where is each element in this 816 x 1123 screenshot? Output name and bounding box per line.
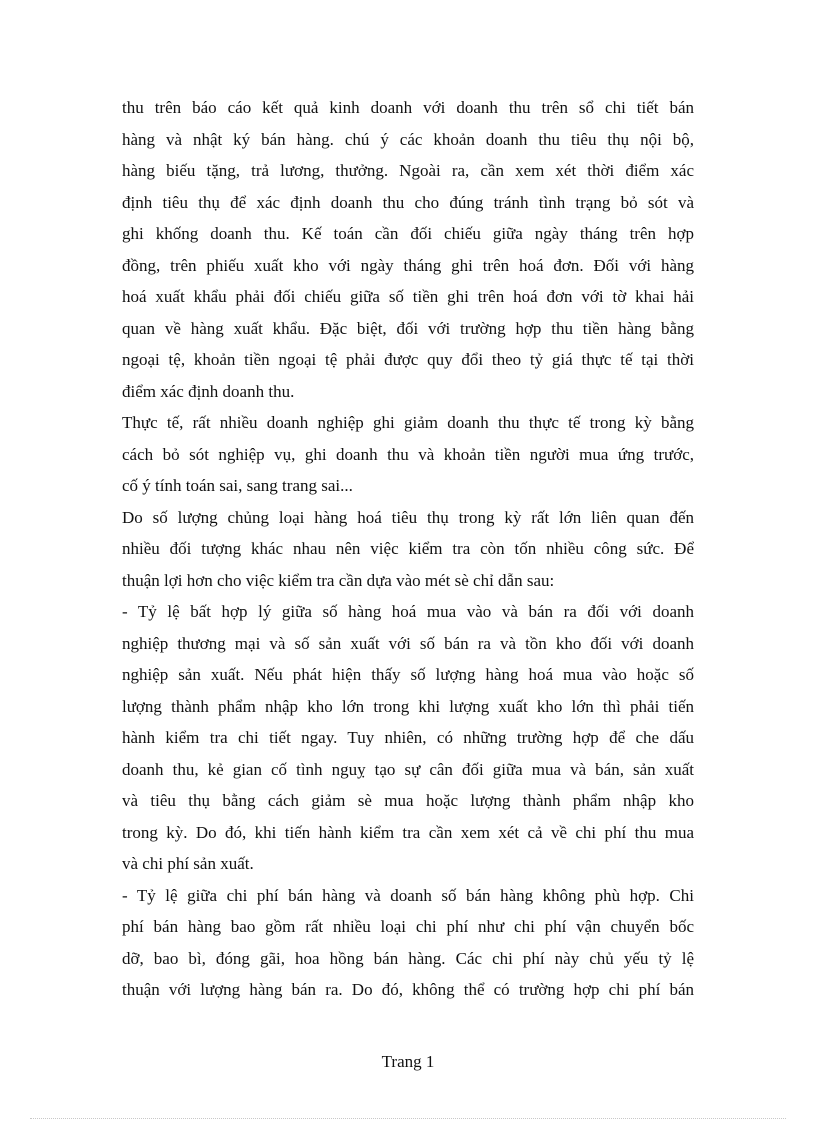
paragraph	[122, 880, 694, 1006]
document-body	[122, 92, 694, 1006]
text-line: quan về hàng xuất khẩu. Đặc biệt, đối với trường hợp thu tiền hàng bằng	[122, 318, 694, 338]
text-line: phí bán hàng bao gồm rất nhiều loại chi phí như chi phí vận chuyển bốc	[122, 917, 694, 936]
text-line: thuận với lượng hàng bán ra. Do đó, không thể có trường hợp chi phí bán	[122, 980, 694, 999]
text-line: dỡ, bao bì, đóng gãi, hoa hồng bán hàng. Các chi phí này chủ yếu tỷ lệ	[122, 948, 694, 968]
text-line: điểm xác định doanh thu.	[122, 381, 295, 401]
text-line: hàng biếu tặng, trả lương, thưởng. Ngoài ra, cần xem xét thời điểm xác	[122, 161, 694, 180]
text-line: ngoại tệ, khoản tiền ngoại tệ phải được quy đổi theo tỷ giá thực tế tại thời	[122, 350, 694, 369]
paragraph	[122, 596, 694, 880]
text-line: - Tỷ lệ bất hợp lý giữa số hàng hoá mua vào và bán ra đối với doanh	[122, 602, 694, 621]
paragraph	[122, 502, 694, 597]
text-line: - Tỷ lệ giữa chi phí bán hàng và doanh số bán hàng không phù hợp. Chi	[122, 885, 694, 905]
text-line: hàng và nhật ký bán hàng. chú ý các khoản doanh thu tiêu thụ nội bộ,	[122, 129, 694, 149]
text-line: hành kiểm tra chi tiết ngay. Tuy nhiên, có những trường hợp để che dấu	[122, 728, 694, 747]
page-footer	[0, 1052, 816, 1072]
text-line: trong kỳ. Do đó, khi tiến hành kiểm tra cần xem xét cả về chi phí thu mua	[122, 822, 694, 842]
text-line: thuận lợi hơn cho việc kiểm tra cần dựa vào mét sè chỉ dẫn sau:	[122, 570, 555, 590]
text-line: lượng thành phẩm nhập kho lớn trong khi lượng xuất kho lớn thì phải tiến	[122, 696, 694, 716]
text-line: Thực tế, rất nhiều doanh nghiệp ghi giảm doanh thu thực tế trong kỳ bằng	[122, 413, 694, 432]
text-line: doanh thu, kẻ gian cố tình nguỵ tạo sự cân đối giữa mua và bán, sản xuất	[122, 759, 694, 779]
text-line: cố ý tính toán sai, sang trang sai...	[122, 476, 353, 495]
text-line: đồng, trên phiếu xuất kho với ngày tháng ghi trên hoá đơn. Đối với hàng	[122, 255, 694, 275]
text-line: cách bỏ sót nghiệp vụ, ghi doanh thu và khoản tiền người mua ứng trước,	[122, 444, 694, 464]
text-line: ghi khống doanh thu. Kế toán cần đối chiếu giữa ngày tháng trên hợp	[122, 224, 694, 243]
text-line: thu trên báo cáo kết quả kinh doanh với doanh thu trên sổ chi tiết bán	[122, 98, 694, 117]
text-line: và tiêu thụ bằng cách giảm sè mua hoặc lượng thành phẩm nhập kho	[122, 791, 694, 810]
text-line: hoá xuất khẩu phải đối chiếu giữa số tiền ghi trên hoá đơn với tờ khai hải	[122, 287, 694, 306]
text-line: định tiêu thụ để xác định doanh thu cho đúng tránh tình trạng bỏ sót và	[122, 192, 694, 212]
text-line: nghiệp sản xuất. Nếu phát hiện thấy số lượng hàng hoá mua vào hoặc số	[122, 665, 694, 684]
text-line: Do số lượng chủng loại hàng hoá tiêu thụ trong kỳ rất lớn liên quan đến	[122, 507, 694, 527]
page-number-label: Trang 1	[381, 1052, 435, 1071]
paragraph	[122, 407, 694, 502]
paragraph	[122, 92, 694, 407]
text-line: nghiệp thương mại và số sản xuất với số bán ra và tồn kho đối với doanh	[122, 633, 694, 653]
text-line: và chi phí sản xuất.	[122, 854, 254, 873]
page-bottom-border	[30, 1118, 786, 1119]
text-line: nhiều đối tượng khác nhau nên việc kiểm tra còn tốn nhiều công sức. Để	[122, 539, 694, 558]
